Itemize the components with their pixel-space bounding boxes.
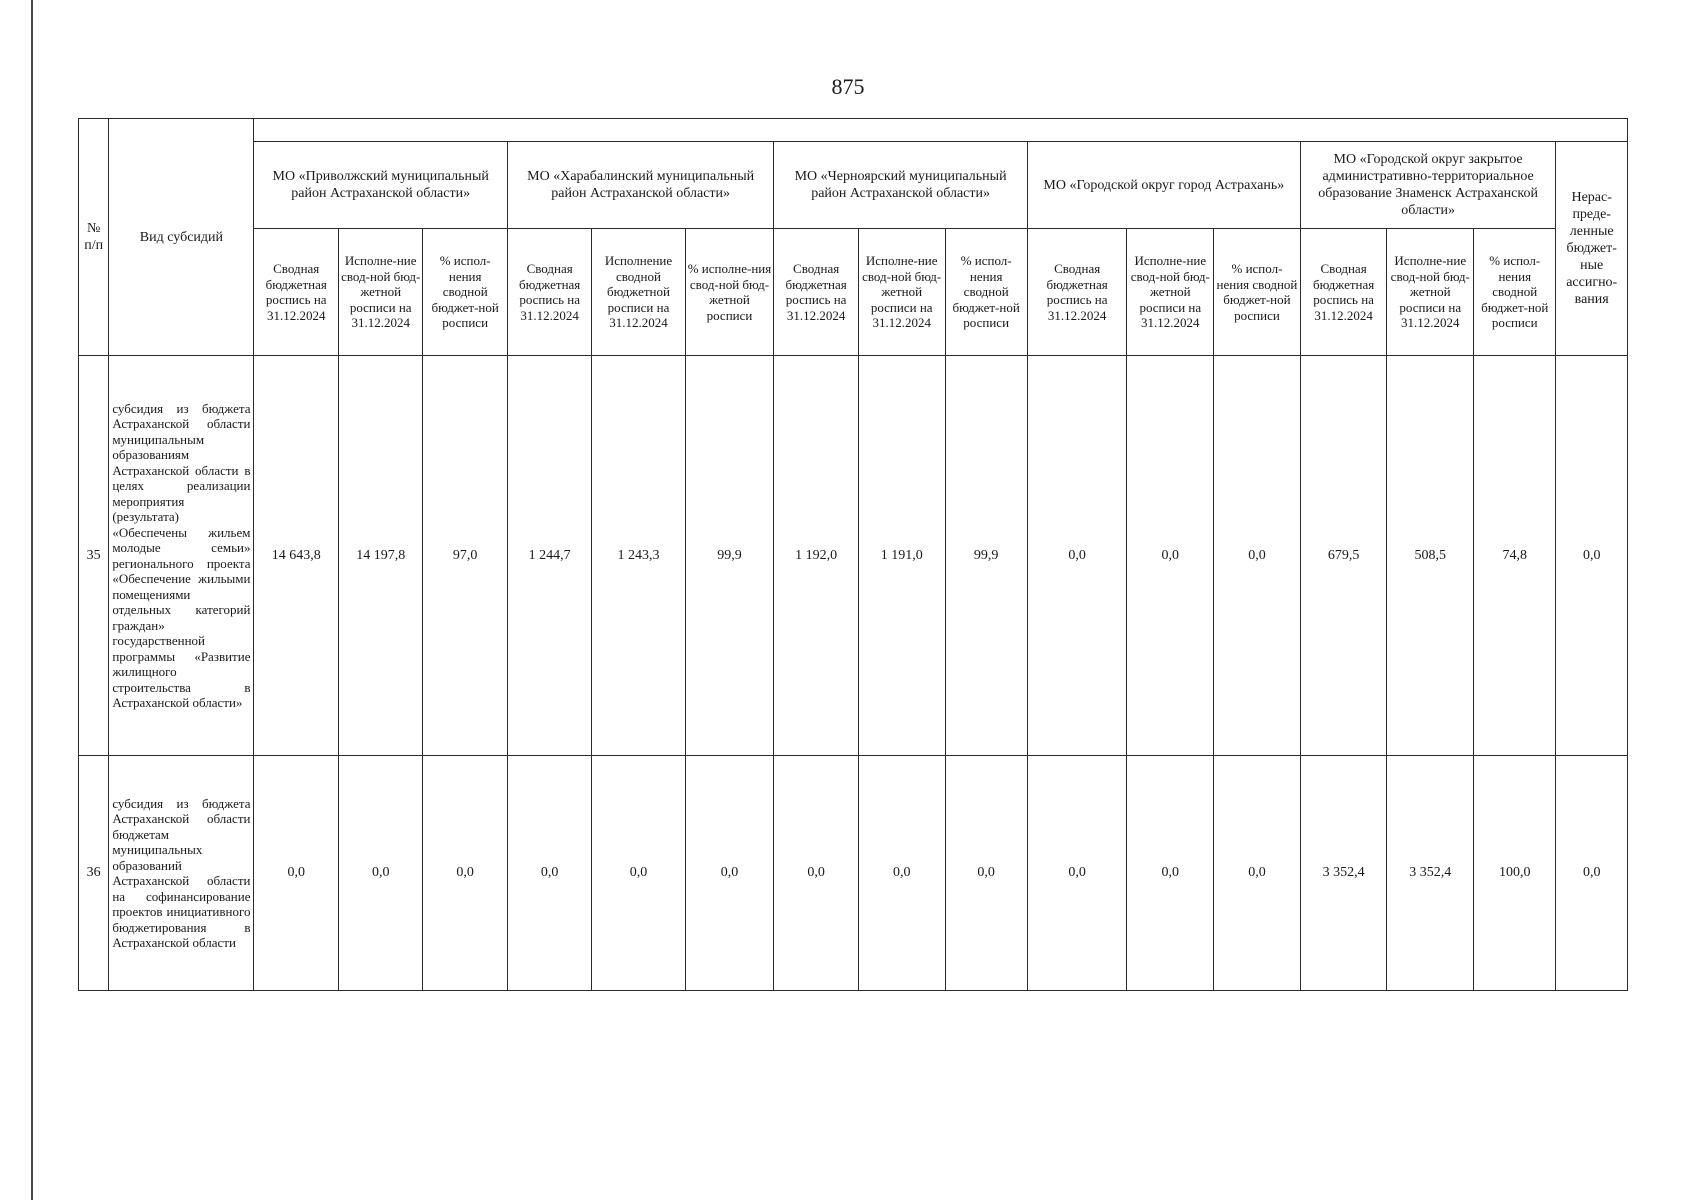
subheader-budget: Сводная бюджетная роспись на 31.12.2024 [254, 229, 338, 356]
value-cell: 74,8 [1474, 356, 1556, 756]
top-strip-row [79, 119, 1628, 142]
header-subsidy-type: Вид субсидий [109, 119, 254, 356]
region-header-kharabalinsky: МО «Харабалинский муниципальный район Астраханской области» [507, 142, 773, 229]
value-cell: 0,0 [254, 756, 338, 991]
subsidy-table-wrap [78, 118, 1628, 991]
subheader-budget: Сводная бюджетная роспись на 31.12.2024 [1300, 229, 1387, 356]
value-cell: 99,9 [945, 356, 1027, 756]
value-cell: 0,0 [945, 756, 1027, 991]
value-cell: 97,0 [423, 356, 507, 756]
value-cell: 0,0 [338, 756, 422, 991]
subheader-execution: Исполне-ние свод-ной бюд-жетной росписи на 31.12.2024 [1387, 229, 1474, 356]
subheader-percent: % испол-нения сводной бюджет-ной росписи [945, 229, 1027, 356]
region-header-chernoyarsky: МО «Черноярский муниципальный район Астраханской области» [774, 142, 1027, 229]
subsidy-description: субсидия из бюджета Астраханской области бюджетам муниципальных образований Астраханской области на софинансирование проектов инициативного бюджетирования в Астраханской области [109, 756, 254, 991]
value-cell: 0,0 [685, 756, 774, 991]
value-cell: 1 191,0 [858, 356, 945, 756]
value-cell: 0,0 [1214, 356, 1301, 756]
subheader-percent: % испол-нения сводной бюджет-ной росписи [1474, 229, 1556, 356]
value-cell: 0,0 [1127, 756, 1214, 991]
subheader-row [79, 229, 1628, 356]
value-cell: 508,5 [1387, 356, 1474, 756]
region-header-astrakhan-city: МО «Городской округ город Астрахань» [1027, 142, 1300, 229]
value-cell: 0,0 [1214, 756, 1301, 991]
value-cell: 0,0 [1027, 756, 1127, 991]
subheader-execution: Исполне-ние свод-ной бюд-жетной росписи на 31.12.2024 [858, 229, 945, 356]
subheader-budget: Сводная бюджетная роспись на 31.12.2024 [774, 229, 858, 356]
subheader-budget: Сводная бюджетная роспись на 31.12.2024 [507, 229, 591, 356]
row-number: 35 [79, 356, 109, 756]
value-cell: 0,0 [592, 756, 685, 991]
value-cell: 0,0 [1027, 356, 1127, 756]
region-header-row [79, 142, 1628, 229]
region-header-znamensk: МО «Городской округ закрытое административно-территориальное образование Знаменск Астраханской области» [1300, 142, 1556, 229]
subsidy-description: субсидия из бюджета Астраханской области муниципальным образованиям Астраханской области в целях реализации мероприятия (результата) «Обеспечены жильем молодые семьи» регионального проекта «Обеспечение жильыми помещениями отдельных категорий граждан» государственной программы «Развитие жилищного строительства в Астраханской области» [109, 356, 254, 756]
subheader-percent: % исполне-ния свод-ной бюд-жетной росписи [685, 229, 774, 356]
value-cell: 679,5 [1300, 356, 1387, 756]
value-cell: 0,0 [1127, 356, 1214, 756]
value-cell: 0,0 [858, 756, 945, 991]
subheader-percent: % испол-нения сводной бюджет-ной росписи [423, 229, 507, 356]
subheader-execution: Исполне-ние свод-ной бюд-жетной росписи на 31.12.2024 [1127, 229, 1214, 356]
value-cell: 1 243,3 [592, 356, 685, 756]
value-cell: 0,0 [423, 756, 507, 991]
subsidy-table [78, 118, 1628, 991]
value-cell: 99,9 [685, 356, 774, 756]
value-cell: 1 192,0 [774, 356, 858, 756]
subheader-execution: Исполне-ние свод-ной бюд-жетной росписи на 31.12.2024 [338, 229, 422, 356]
table-row [79, 756, 1628, 991]
subheader-execution: Исполнение сводной бюджетной росписи на 31.12.2024 [592, 229, 685, 356]
value-cell: 100,0 [1474, 756, 1556, 991]
value-cell: 1 244,7 [507, 356, 591, 756]
value-cell: 0,0 [1556, 356, 1628, 756]
header-top-strip [254, 119, 1628, 142]
value-cell: 14 643,8 [254, 356, 338, 756]
value-cell: 0,0 [1556, 756, 1628, 991]
value-cell: 0,0 [507, 756, 591, 991]
row-number: 36 [79, 756, 109, 991]
header-num: № п/п [79, 119, 109, 356]
subheader-percent: % испол-нения сводной бюджет-ной росписи [1214, 229, 1301, 356]
value-cell: 3 352,4 [1387, 756, 1474, 991]
subheader-budget: Сводная бюджетная роспись на 31.12.2024 [1027, 229, 1127, 356]
value-cell: 0,0 [774, 756, 858, 991]
value-cell: 14 197,8 [338, 356, 422, 756]
table-row [79, 356, 1628, 756]
header-unallocated: Нерас-преде-ленные бюджет-ные ассигно-вания [1556, 142, 1628, 356]
page-edge-rule [31, 0, 33, 1200]
region-header-privolzhsky: МО «Приволжский муниципальный район Астраханской области» [254, 142, 507, 229]
page-number: 875 [831, 74, 865, 99]
value-cell: 3 352,4 [1300, 756, 1387, 991]
